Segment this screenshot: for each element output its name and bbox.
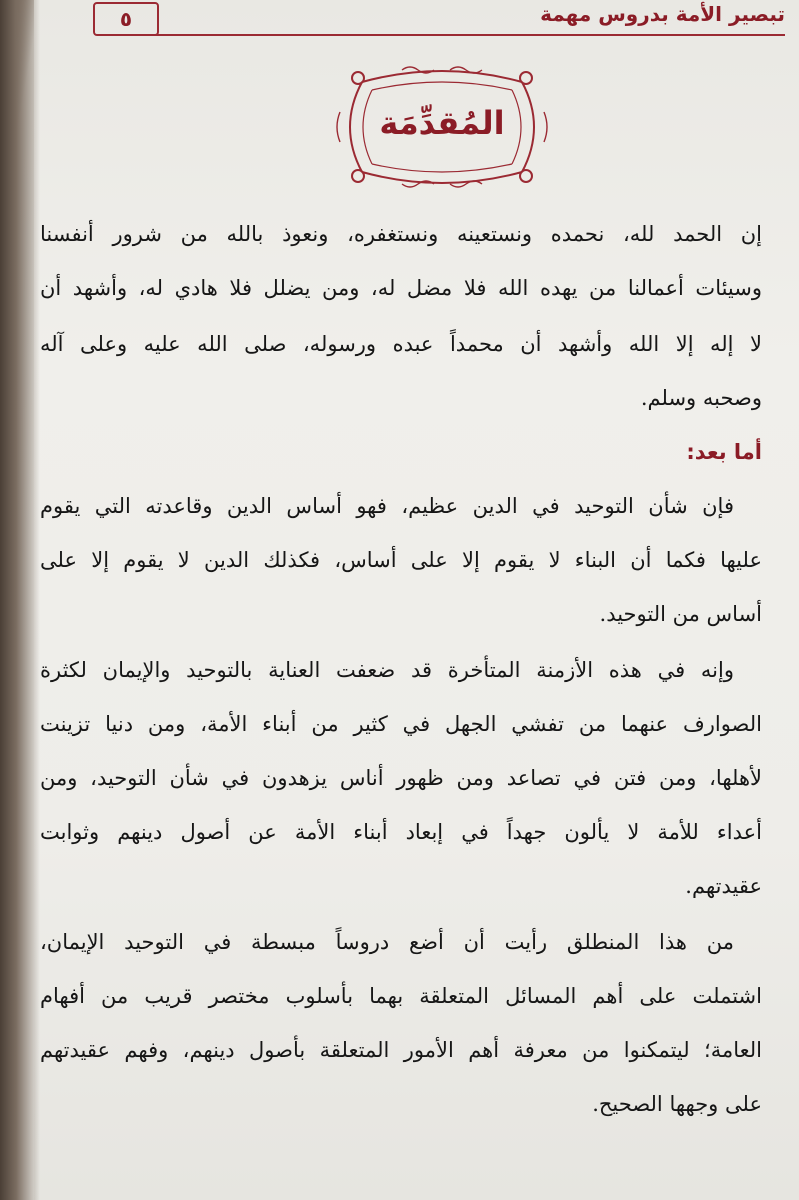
text-line: الصوارف عنهما من تفشي الجهل في كثير من أبناء الأمة، ومن دنيا تزينت <box>40 712 762 736</box>
text-line: وسيئات أعمالنا من يهده الله فلا مضل له، ومن يضلل فلا هادي له، وأشهد أن <box>40 276 762 300</box>
page-binding-shadow <box>0 0 40 1200</box>
text-line: العامة؛ ليتمكنوا من معرفة أهم الأمور المتعلقة بأصول دينهم، وفهم عقيدتهم <box>40 1038 762 1062</box>
text-line: عليها فكما أن البناء لا يقوم إلا على أساس، فكذلك الدين لا يقوم إلا على <box>40 548 762 572</box>
text-line: لا إله إلا الله وأشهد أن محمداً عبده ورسوله، صلى الله عليه وعلى آله <box>40 332 762 356</box>
page-title: المُقدِّمَة <box>379 104 505 142</box>
text-line: وصحبه وسلم. <box>640 386 762 410</box>
text-line: أساس من التوحيد. <box>599 602 762 626</box>
text-line: إن الحمد لله، نحمده ونستعينه ونستغفره، ونعوذ بالله من شرور أنفسنا <box>40 222 762 246</box>
text-line: من هذا المنطلق رأيت أن أضع دروساً مبسطة في التوحيد الإيمان، <box>40 930 734 954</box>
text-line: اشتملت على أهم المسائل المتعلقة بهما بأسلوب مختصر قريب من أفهام <box>40 984 762 1008</box>
text-line: عقيدتهم. <box>685 874 762 898</box>
page-number: ٥ <box>93 2 159 36</box>
running-title: تبصير الأمة بدروس مهمة <box>540 2 785 26</box>
page-header <box>60 0 785 40</box>
text-line: أعداء للأمة لا يألون جهداً في إبعاد أبناء الأمة عن أصول دينهم وثوابت <box>40 820 762 844</box>
title-ornament-frame <box>332 62 552 192</box>
text-line: لأهلها، ومن فتن في تصاعد ومن ظهور أناس يزهدون في شأن التوحيد، ومن <box>40 766 762 790</box>
text-line: فإن شأن التوحيد في الدين عظيم، فهو أساس الدين وقاعدته التي يقوم <box>40 494 734 518</box>
section-heading: أما بعد: <box>686 440 762 464</box>
header-rule <box>130 34 785 36</box>
text-line: على وجهها الصحيح. <box>592 1092 762 1116</box>
text-line: وإنه في هذه الأزمنة المتأخرة قد ضعفت العناية بالتوحيد والإيمان لكثرة <box>40 658 734 682</box>
